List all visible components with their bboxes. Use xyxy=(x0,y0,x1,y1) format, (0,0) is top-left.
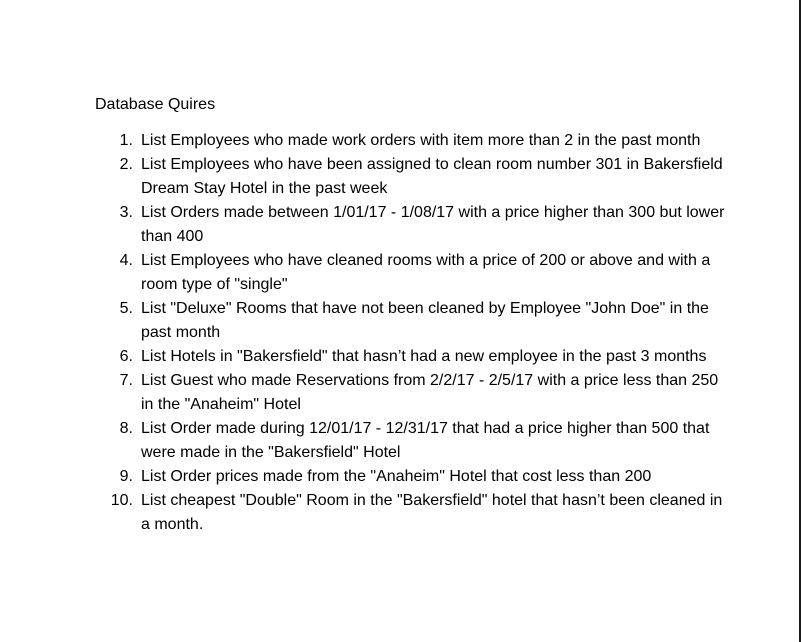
query-item-6 xyxy=(95,345,725,369)
document-heading: Database Quires xyxy=(95,96,216,113)
query-item-8 xyxy=(95,417,725,465)
query-item-5 xyxy=(95,297,725,345)
query-text: List Employees who have cleaned rooms with a price of 200 or above and with a room type of "single" xyxy=(141,252,711,293)
query-number: 3. xyxy=(119,204,133,221)
query-item-3 xyxy=(95,201,725,249)
query-item-1 xyxy=(95,129,725,153)
query-number: 1. xyxy=(119,132,133,149)
query-text: List Order made during 12/01/17 - 12/31/17 that had a price higher than 500 that were made in the "Bakersfield" Hotel xyxy=(141,420,710,461)
query-text: List Employees who have been assigned to clean room number 301 in Bakersfield Dream Stay Hotel in the past week xyxy=(141,156,723,197)
query-number: 4. xyxy=(119,252,133,269)
query-number: 8. xyxy=(119,420,133,437)
query-text: List Orders made between 1/01/17 - 1/08/17 with a price higher than 300 but lower than 400 xyxy=(141,204,725,245)
query-text: List Guest who made Reservations from 2/2/17 - 2/5/17 with a price less than 250 in the "Anaheim" Hotel xyxy=(141,372,719,413)
query-number: 7. xyxy=(119,372,133,389)
query-number: 2. xyxy=(119,156,133,173)
query-item-9 xyxy=(95,465,725,489)
query-text: List cheapest "Double" Room in the "Bakersfield" hotel that hasn’t been cleaned in a month. xyxy=(141,492,723,533)
query-number: 9. xyxy=(119,468,133,485)
query-item-2 xyxy=(95,153,725,201)
query-text: List Order prices made from the "Anaheim" Hotel that cost less than 200 xyxy=(141,468,652,485)
query-item-4 xyxy=(95,249,725,297)
query-text: List "Deluxe" Rooms that have not been cleaned by Employee "John Doe" in the past month xyxy=(141,300,709,341)
query-number: 6. xyxy=(119,348,133,365)
query-text: List Hotels in "Bakersfield" that hasn’t had a new employee in the past 3 months xyxy=(141,348,707,365)
query-item-7 xyxy=(95,369,725,417)
query-text: List Employees who made work orders with item more than 2 in the past month xyxy=(141,132,701,149)
query-number: 10. xyxy=(110,492,133,509)
query-list xyxy=(95,129,725,537)
query-number: 5. xyxy=(119,300,133,317)
query-item-10 xyxy=(95,489,725,537)
